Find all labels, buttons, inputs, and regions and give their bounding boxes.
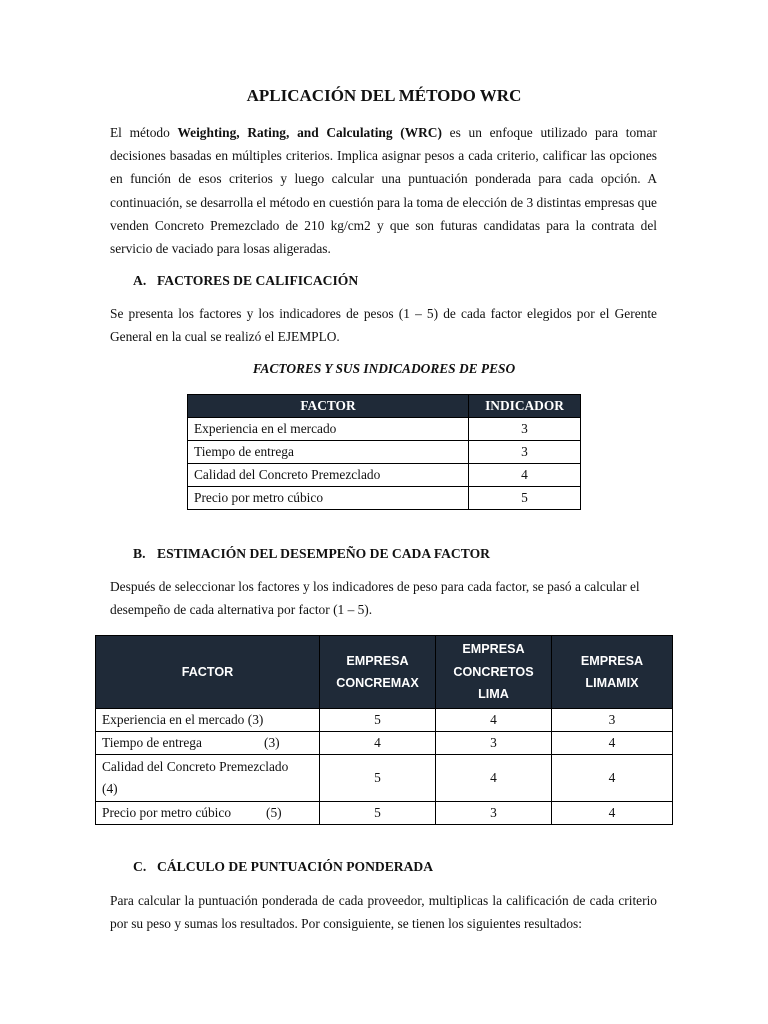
section-a-heading [133,273,358,289]
table-row [96,802,673,825]
table-row [188,464,581,487]
score-concremax: 4 [320,732,436,755]
section-c-title: CÁLCULO DE PUNTUACIÓN PONDERADA [157,859,434,874]
section-c-letter: C. [133,859,147,874]
section-c-heading [133,859,433,875]
intro-method-name: Weighting, Rating, and Calculating (WRC) [177,125,442,140]
performance-header-concremax: EMPRESA CONCREMAX [320,636,436,709]
factor-cell [96,732,320,755]
factor-weight: (3) [264,735,280,750]
table-row [188,418,581,441]
weights-table [187,394,581,510]
score-concremax: 5 [320,755,436,802]
weights-table-header-row [188,395,581,418]
factor-cell [96,755,320,802]
factor-cell: Experiencia en el mercado [188,418,469,441]
factor-label: Experiencia en el mercado [102,712,245,727]
factor-cell: Calidad del Concreto Premezclado [188,464,469,487]
factor-cell [96,709,320,732]
factor-label: Precio por metro cúbico [102,805,232,820]
section-a-paragraph: Se presenta los factores y los indicadores de pesos (1 – 5) de cada factor elegidos por el Gerente General en la cual se realizó el EJEMPLO. [110,306,657,345]
table-row [188,487,581,510]
factor-weight: (4) [102,781,118,796]
table-1-caption: FACTORES Y SUS INDICADORES DE PESO [252,361,516,376]
performance-header-limamix: EMPRESA LIMAMIX [552,636,673,709]
table-row [188,441,581,464]
section-b-paragraph: Después de seleccionar los factores y los indicadores de peso para cada factor, se pasó a calcular el desempeño de cada alternativa por factor (1 – 5). [110,579,640,618]
performance-header-factor: FACTOR [96,636,320,709]
factor-label: Tiempo de entrega [102,735,202,750]
score-concremax: 5 [320,709,436,732]
indicator-cell: 3 [469,418,581,441]
table-row [96,732,673,755]
table-row [96,709,673,732]
table-row [96,755,673,802]
section-a-title: FACTORES DE CALIFICACIÓN [157,273,359,288]
score-concretos-lima: 4 [436,755,552,802]
performance-table [95,635,673,825]
performance-table-header-row [96,636,673,709]
score-concretos-lima: 3 [436,802,552,825]
section-a-letter: A. [133,273,147,288]
section-c-paragraph: Para calcular la puntuación ponderada de cada proveedor, multiplicas la calificación de cada criterio por su peso y sumas los resultados. Por consiguiente, se tienen los siguientes resultados: [110,893,657,932]
intro-text-start: El método [110,125,178,140]
document-title: APLICACIÓN DEL MÉTODO WRC [246,86,522,105]
score-concretos-lima: 4 [436,709,552,732]
score-concretos-lima: 3 [436,732,552,755]
indicator-cell: 5 [469,487,581,510]
intro-text-rest: es un enfoque utilizado para tomar decisiones basadas en múltiples criterios. Implica asignar pesos a cada criterio, calificar las opciones en función de esos criterios y luego calcular una puntuación ponderada para cada opción. A continuación, se desarrolla el método en cuestión para la toma de elección de 3 distintas empresas que venden Concreto Premezclado de 210 kg/cm2 y que son futuras candidatas para la contrata del servicio de vaciado para losas aligeradas. [110,125,657,257]
weights-header-indicator: INDICADOR [469,395,581,418]
performance-header-concretos-lima: EMPRESA CONCRETOS LIMA [436,636,552,709]
intro-paragraph [110,121,657,260]
score-concremax: 5 [320,802,436,825]
score-limamix: 3 [552,709,673,732]
score-limamix: 4 [552,732,673,755]
factor-weight: (5) [266,805,282,820]
indicator-cell: 4 [469,464,581,487]
section-b-letter: B. [133,546,146,561]
weights-header-factor: FACTOR [188,395,469,418]
section-b-heading [133,546,490,562]
section-b-title: ESTIMACIÓN DEL DESEMPEÑO DE CADA FACTOR [157,546,490,561]
score-limamix: 4 [552,755,673,802]
score-limamix: 4 [552,802,673,825]
factor-cell: Precio por metro cúbico [188,487,469,510]
factor-cell [96,802,320,825]
factor-cell: Tiempo de entrega [188,441,469,464]
factor-weight: (3) [247,712,264,727]
indicator-cell: 3 [469,441,581,464]
factor-label: Calidad del Concreto Premezclado [102,759,289,774]
